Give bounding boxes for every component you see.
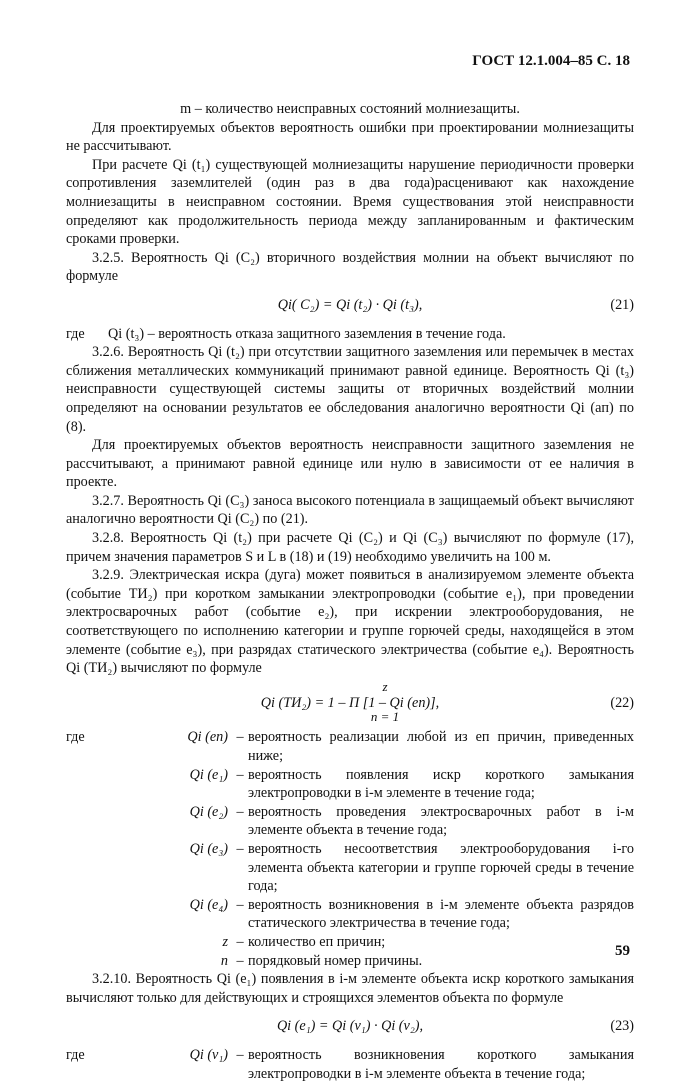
definition-symbol: Qi (e₄)	[189, 896, 228, 913]
definition-symbol: Qi (e₁)	[189, 766, 228, 783]
formula-21	[66, 296, 634, 315]
formula-21-expr: Qi( C₂) = Qi (t₂) · Qi (t₃),	[277, 296, 423, 313]
where-label: где	[66, 729, 85, 746]
definition-text: вероятность появления искр короткого замыкания электропроводки в i-м элементе в течение года;	[248, 766, 634, 802]
definition-text: порядковый номер причины.	[248, 952, 423, 969]
formula-21-number: (21)	[610, 296, 634, 313]
product-upper-limit: z	[382, 678, 388, 694]
where-label: где	[66, 325, 85, 342]
definition-symbol: Qi (eп)	[187, 729, 228, 746]
definition-symbol: Qi (v₁)	[189, 1046, 228, 1063]
formula-23-number: (23)	[610, 1018, 634, 1035]
definition-text: вероятность возникновения короткого замыкания электропроводки в i-м элементе объекта в течение года;	[248, 1046, 634, 1082]
definition-symbol: Qi (e₂)	[189, 803, 228, 820]
formula-22-expr: Qi (ТИ₂) = 1 – Π [1 – Qi (eп)],	[260, 694, 440, 711]
definition-dash: –	[236, 803, 244, 820]
definition-text: количество eп причин;	[248, 933, 386, 950]
definition-text: вероятность реализации любой из eп причин, приведенных ниже;	[248, 729, 634, 764]
paragraph: m – количество неисправных состояний молниезащиты.	[180, 101, 520, 117]
formula-23	[66, 1017, 634, 1036]
section-3-2-5: 3.2.5. Вероятность Qi (C₂) вторичного воздействия молнии на объект вычисляют по формуле	[66, 249, 634, 285]
document-body	[66, 100, 634, 1083]
formula-22-definitions	[66, 728, 634, 970]
section-3-2-8: 3.2.8. Вероятность Qi (t₂) при расчете Qi (C₂) и Qi (C₃) вычисляют по формуле (17), причем значения параметров S и L в (18) и (19) необходимо увеличить на 100 м.	[66, 530, 634, 565]
definition-symbol: z	[222, 933, 228, 950]
formula-21-definitions	[66, 325, 634, 344]
formula-23-definitions	[66, 1046, 634, 1083]
definition-dash: –	[236, 1046, 244, 1063]
definition-dash: –	[236, 952, 244, 969]
page-header: ГОСТ 12.1.004–85 С. 18	[472, 53, 630, 69]
definition-text: вероятность проведения электросварочных работ в i-м элементе объекта в течение года;	[248, 803, 634, 839]
definition-text: вероятность возникновения в i-м элементе объекта разрядов статического электричества в течение года;	[248, 896, 634, 932]
definition-text: Qi (t₃) – вероятность отказа защитного заземления в течение года.	[108, 325, 506, 342]
formula-22-number: (22)	[610, 694, 634, 711]
definition-dash: –	[236, 840, 244, 857]
paragraph: Для проектируемых объектов вероятность неисправности защитного заземления не рассчитывают, а принимают равной единице или нулю в зависимости от ее наличия в проекте.	[66, 437, 634, 491]
paragraph: Для проектируемых объектов вероятность ошибки при проектировании молниезащиты не рассчитывают.	[66, 119, 634, 155]
section-3-2-7: 3.2.7. Вероятность Qi (C₃) заноса высокого потенциала в защищаемый объект вычисляют аналогично вероятности Qi (C₂) по (21).	[66, 492, 634, 528]
section-3-2-10: 3.2.10. Вероятность Qi (e₁) появления в i-м элементе объекта искр короткого замыкания вычисляют только для действующих и строящихся элементов объекта по формуле	[66, 971, 634, 1006]
definition-dash: –	[236, 766, 244, 783]
paragraph: При расчете Qi (t₁) существующей молниезащиты нарушение периодичности проверки сопротивления заземлителей (один раз в два года)расценивают как нахождение молниезащиты в неисправном состоянии. Время существования этой неисправности определяют как продолжительность периода между запланированным и фактическим сроками проверки.	[66, 156, 634, 248]
section-3-2-9: 3.2.9. Электрическая искра (дуга) может появиться в анализируемом элементе объекта (событие ТИ₂) при коротком замыкании электропроводки (событие e₁), при проведении электросварочных работ (событие e₂), при искрении электрооборудования, не соответствующего по исполнению категории и группе горючей среды, находящейся в этом элементе (событие e₃), при разрядах статического электричества (событие e₄). Вероятность Qi (ТИ₂) вычисляют по формуле	[66, 567, 634, 677]
product-lower-limit: n = 1	[370, 709, 400, 725]
definition-dash: –	[236, 933, 244, 950]
definition-symbol: n	[220, 952, 228, 969]
definition-text: вероятность несоответствия электрооборудования i-го элемента объекта категории и группе горючей среды в течение года;	[248, 840, 634, 895]
definition-symbol: Qi (e₃)	[189, 840, 228, 857]
where-label: где	[66, 1046, 85, 1063]
formula-22	[66, 694, 634, 713]
definition-dash: –	[236, 729, 244, 746]
section-3-2-6: 3.2.6. Вероятность Qi (t₂) при отсутствии защитного заземления или перемычек в местах сближения металлических коммуникаций принимают равной единице. Вероятность Qi (t₃) неисправности существующей системы защиты от вторичных воздействий молнии определяют на основании результатов ее обследования аналогично вероятности Qi (aп) по (8).	[66, 344, 634, 435]
formula-23-expr: Qi (e₁) = Qi (v₁) · Qi (v₂),	[276, 1018, 424, 1035]
definition-dash: –	[236, 896, 244, 913]
page-number: 59	[615, 943, 630, 960]
